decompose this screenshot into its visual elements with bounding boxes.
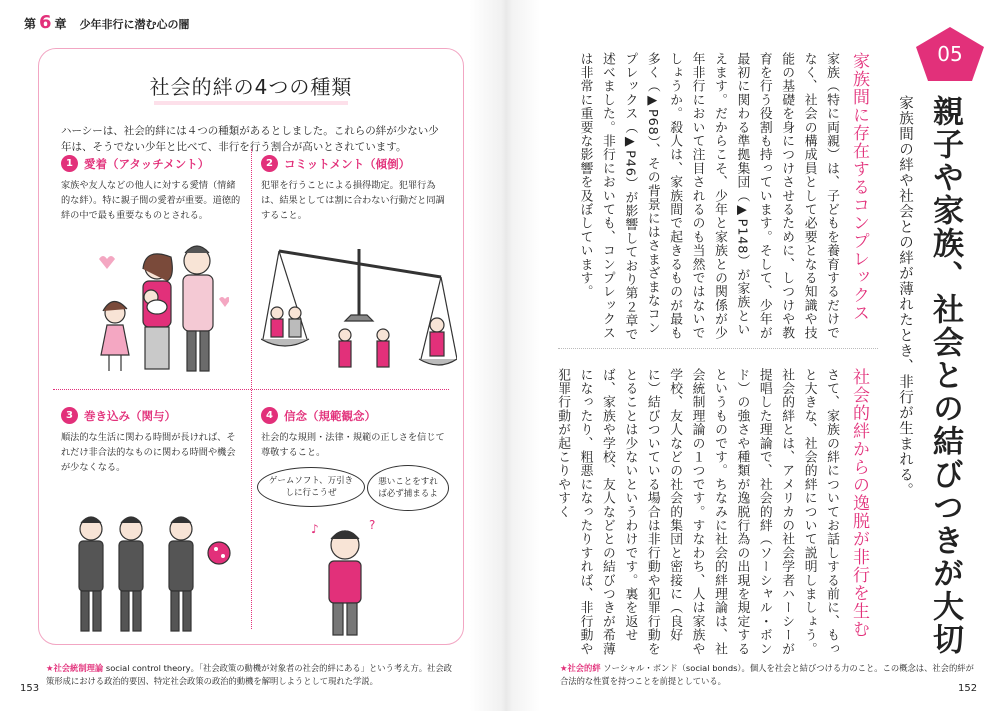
item-label: 信念（規範観念）: [284, 408, 376, 423]
item-description: 家族や友人などの他人に対する愛情（情緒的な絆）。特に親子間の愛着が重要。道徳的絆の中で最も重要なものとされる。: [61, 180, 241, 221]
box-intro: ハーシーは、社会的絆には４つの種類があるとしました。これらの絆が少ない少年は、そうでない少年と比べて、非行を行う割合が高いとされています。: [61, 125, 439, 153]
footnote-text: social control theory。「社会政策の動機が対象者の社会的絆にある」という考え方。社会政策形成における政治的要因、特定社会政策の政治的動機を解明しようとして現れた学説。: [46, 663, 452, 686]
section-heading-family: 家族間に存在するコンプレックス: [849, 52, 869, 322]
bond-item-commitment: [261, 155, 451, 223]
item-description: 順法的な生活に関わる時間が長ければ、それだけ非合法的なものに関わる時間や機会が少なくなる。: [61, 432, 236, 473]
chapter-suffix: 章: [54, 17, 67, 31]
chapter-title: 少年非行に潜む心の闇: [79, 18, 190, 31]
footnote-term: ★社会統制理論: [46, 663, 104, 673]
chapter-prefix: 第: [24, 17, 37, 31]
section-body-family: 家族（特に両親）は、子どもを養育するだけでなく、社会の構成員として必要となる知識や技能の基礎を身につけさせるために、しつけや教育を行う役割も持っています。そして、少年が最初に関わる準拠集団（▶P148）が家族といえます。だからこそ、少年と家族との関係が少年非行において注目されるのも当然ではないでしょうか。殺人は、家族間で起きるものが最も多く（▶P68）、その背景にはさまざまなコンプレックス（▶P46）が影響しており第２章で述べました。非行においても、コンプレックスは非常に重要な影響を及ぼしています。: [577, 52, 839, 342]
item-label: 巻き込み（関与）: [84, 408, 176, 423]
bond-item-belief: [261, 407, 451, 460]
svg-text:♪: ♪: [311, 522, 319, 536]
item-description: 社会的な規則・法律・規範の正しさを信じて尊敬すること。: [261, 432, 445, 458]
bond-item-attachment: [61, 155, 241, 223]
boys-illustration: [69, 499, 239, 639]
item-number-badge: 4: [261, 407, 278, 424]
chapter-number: 6: [39, 12, 52, 33]
page-title: 親子や家族、社会との結びつきが大切: [927, 95, 963, 656]
badge-number: 05: [937, 42, 963, 66]
page-gutter: [470, 0, 540, 711]
page-number-right: 152: [958, 683, 978, 694]
item-number-badge: 2: [261, 155, 278, 172]
item-description: 犯罪を行うことによる損得勘定。犯罪行為は、結果としては割に合わない行動だと同調すること。: [261, 180, 445, 221]
item-number-badge: 3: [61, 407, 78, 424]
item-label: 愛着（アタッチメント）: [84, 156, 210, 171]
footnote-text: ソーシャル・ボンド（social bonds）。個人を社会と結びつける力のこと。この概念は、社会的絆が合法的な性質を持つことを前提としている。: [560, 663, 974, 686]
section-badge: [914, 25, 986, 83]
bond-item-involvement: [61, 407, 241, 475]
speech-bubble-conscience: 悪いことをすれば必ず捕まるよ: [367, 465, 449, 511]
chapter-header: [24, 12, 190, 33]
svg-text:?: ?: [369, 519, 376, 532]
footnote-term: ★社会的絆: [560, 663, 601, 673]
horizontal-divider: [53, 389, 449, 390]
box-title-underline: [154, 101, 348, 105]
social-bond-box: [38, 48, 464, 645]
section-body-social: さて、家族の絆についてお話しする前に、もっと大きな、社会的絆について説明しましょう。社会的絆とは、アメリカの社会学者ハーシーが提唱した理論で、社会的絆（ソーシャル・ボンド）の強さや種類が逸脱行為の出現を規定するというものです。ちなみに社会的絆理論は、社会統制理論の１つです。すなわち、人は家族や学校、友人などの社会的集団と密接に（良好に）結びついている場合は非行動や犯罪行動をとることは少ないというわけです。裏を返せば、家族や学校、友人などとの結びつきが希薄になったり、粗悪になったりすれば、非行動や犯罪行動が起こりやすく: [555, 368, 839, 656]
page-subtitle: 家族間の絆や社会との絆が薄れたとき、非行が生まれる。: [897, 95, 913, 498]
item-number-badge: 1: [61, 155, 78, 172]
footnote-left: [46, 662, 456, 688]
section-heading-social: 社会的絆からの逸脱が非行を生む: [849, 368, 869, 638]
item-label: コミットメント（傾倒）: [284, 156, 411, 171]
family-illustration: [79, 239, 229, 379]
box-title: 社会的絆の4つの種類: [149, 75, 353, 99]
balance-scale-illustration: [261, 239, 457, 384]
footnote-right: [560, 662, 980, 688]
thinking-boy-illustration: [301, 519, 391, 639]
page-number-left: 153: [20, 683, 40, 694]
section-divider: [558, 348, 878, 349]
speech-bubble-temptation: ゲームソフト、万引きしに行こうぜ: [257, 467, 365, 507]
